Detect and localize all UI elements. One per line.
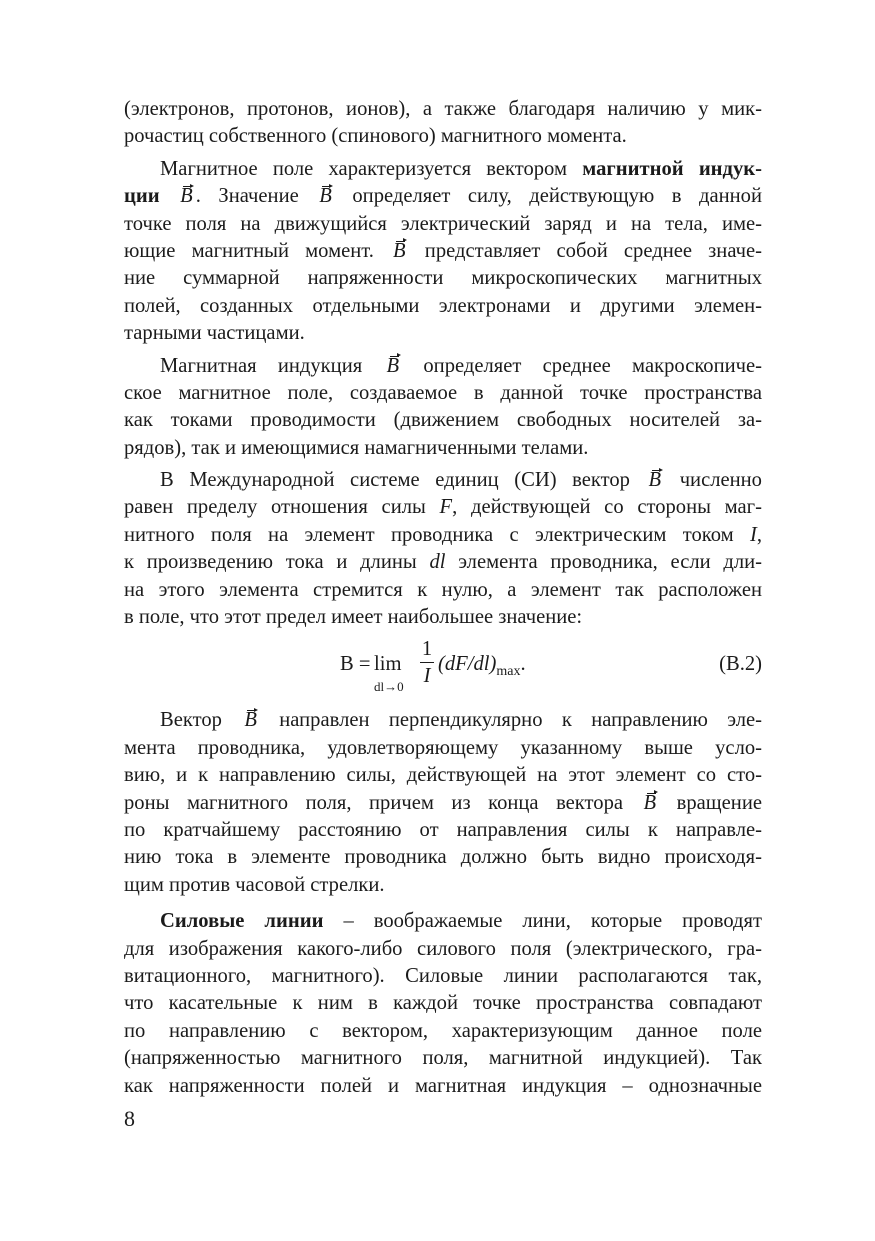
text-line: (напряженностью магнитного поля, магнитной индукцией). Так (124, 1047, 762, 1070)
max-subscript: max (496, 664, 521, 680)
paragraph-1 (124, 96, 762, 151)
text-line: к произведению тока и длины dl элемента проводника, если дли- (124, 551, 762, 574)
vector-b-symbol: B (390, 238, 409, 265)
text-line: ское магнитное поле, создаваемое в данной точке пространства (124, 381, 762, 404)
text-line: ние суммарной напряженности микроскопических магнитных (124, 267, 762, 290)
text-line: Вектор B направлен перпендикулярно к направлению эле- (124, 707, 762, 734)
text-line: точке поля на движущийся электрический заряд и на тела, име- (124, 212, 762, 235)
vector-b-symbol: B (641, 790, 660, 817)
vector-b-symbol: B (177, 183, 196, 210)
vector-b-symbol: B (241, 707, 260, 734)
text-line: рядов), так и имеющимися намагниченными телами. (124, 436, 589, 459)
text-line: Магнитное поле характеризуется вектором магнитной индук- (160, 157, 762, 180)
text-line: щим против часовой стрелки. (124, 873, 385, 896)
text-line: для изображения какого-либо силового поля (электрического, гра- (124, 937, 762, 960)
equation-lhs: B = (340, 653, 371, 676)
bold-term: магнитной индук- (582, 157, 762, 180)
text-line: как токами проводимости (движением свободных носителей за- (124, 409, 762, 432)
text-line: в поле, что этот предел имеет наибольшее значение: (124, 606, 583, 629)
text-line: витационного, магнитного). Силовые линии располагаются так, (124, 964, 762, 987)
text-line: ции B . Значение B определяет силу, действующую в данной (124, 183, 762, 210)
text-line: вию, и к направлению силы, действующей на этот элемент со сто- (124, 764, 762, 787)
fraction-bar (420, 662, 434, 663)
paragraph-4 (124, 467, 762, 631)
paragraph-6 (124, 908, 762, 1100)
page-number: 8 (124, 1106, 135, 1131)
text-line: равен пределу отношения силы F, действующей со стороны маг- (124, 496, 762, 519)
text-line: на этого элемента стремится к нулю, а элемент так расположен (124, 578, 762, 601)
text-line: полей, созданных отдельными электронами и другими элемен- (124, 294, 762, 317)
text-line: ющие магнитный момент. B представляет собой среднее значе- (124, 238, 762, 265)
text-line: как напряженности полей и магнитная индукция – однозначные (124, 1074, 762, 1097)
fraction-numerator: 1 (421, 638, 433, 661)
fraction (420, 637, 434, 688)
text-line: мента проводника, удовлетворяющему указанному выше усло- (124, 736, 762, 759)
vector-b-symbol: B (316, 183, 335, 210)
vector-b-symbol: B (384, 353, 403, 380)
equation-expression: $(dF/dl)_{max}$. (438, 653, 526, 680)
paragraph-3 (124, 353, 762, 463)
text-line: тарными частицами. (124, 322, 305, 345)
text-line: нию тока в элементе проводника должно быть видно происходя- (124, 846, 762, 869)
bold-term: ции (124, 185, 160, 208)
page-content (124, 96, 762, 1100)
text-line: что касательные к ним в каждой точке пространства совпадают (124, 992, 762, 1015)
equation-b2 (124, 639, 762, 703)
limit-operator: lim (374, 653, 402, 676)
text-line: Силовые линии – воображаемые лини, которые проводят (160, 910, 762, 933)
text-line: нитного поля на элемент проводника с электрическим током I, (124, 523, 762, 546)
paragraph-5 (124, 707, 762, 899)
text-line: рочастиц собственного (спинового) магнитного момента. (124, 125, 627, 148)
text-line: по кратчайшему расстоянию от направления силы к направле- (124, 818, 762, 841)
limit-subscript: dl→0 (374, 679, 404, 695)
text-line: роны магнитного поля, причем из конца вектора B вращение (124, 790, 762, 817)
text-line: Магнитная индукция B определяет среднее макроскопиче- (124, 353, 762, 380)
vector-b-symbol: B (646, 467, 665, 494)
text-line: В Международной системе единиц (СИ) вектор B численно (124, 467, 762, 494)
bold-term: Силовые линии (160, 910, 324, 933)
paragraph-2 (124, 156, 762, 348)
equation-label: (В.2) (719, 653, 762, 676)
text-line: (электронов, протонов, ионов), а также благодаря наличию у мик- (124, 98, 762, 120)
fraction-denominator: I (423, 665, 431, 688)
text-line: по направлению с вектором, характеризующим данное поле (124, 1019, 762, 1042)
